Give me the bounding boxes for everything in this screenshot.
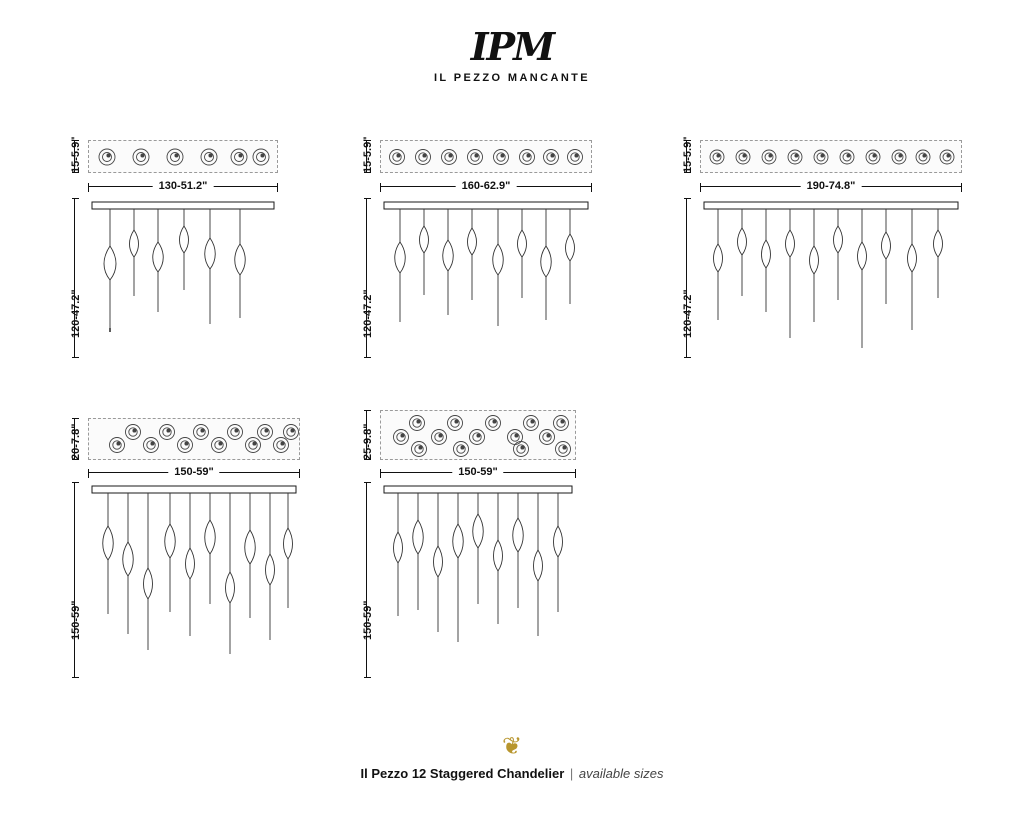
figure-2-depth-label: 15-5.9" — [362, 136, 374, 173]
product-title: Il Pezzo 12 Staggered Chandelier — [360, 766, 565, 781]
figure-3-elevation-view — [700, 200, 962, 365]
figure-1-depth-label: 15-5.9" — [70, 136, 82, 173]
chandelier-elevation-diagram — [700, 200, 962, 365]
figure-5-plan-view — [380, 410, 576, 460]
figure-3-width-dimension — [700, 178, 962, 194]
figure-5-elevation-view — [380, 484, 576, 684]
figure-3-width-label: 190-74.8" — [801, 178, 862, 194]
figure-3-height-label: 120-47.2" — [682, 289, 694, 338]
figure-4-depth-label: 20-7.8" — [70, 423, 82, 460]
figure-2-width-dimension — [380, 178, 592, 194]
figure-5-depth-label: 25-9.8" — [362, 423, 374, 460]
figure-1-plan-view — [88, 140, 278, 173]
figure-1-height-label: 120-47.2" — [70, 289, 82, 338]
chandelier-elevation-diagram — [380, 200, 592, 360]
figure-5-height-dimension-line — [366, 482, 367, 678]
chandelier-elevation-diagram — [88, 484, 300, 684]
figure-2-plan-view — [380, 140, 592, 173]
figure-3-plan-view — [700, 140, 962, 173]
brand-logo-mark: IPM — [470, 24, 554, 69]
figure-4-height-dimension-line — [74, 482, 75, 678]
flourish-ornament: ❦ — [501, 732, 523, 760]
brand-logo-text: IL PEZZO MANCANTE — [433, 72, 591, 84]
figure-5-width-label: 150-59" — [452, 464, 503, 480]
figure-2-width-label: 160-62.9" — [456, 178, 517, 194]
figure-3-depth-label: 15-5.9" — [682, 136, 694, 173]
caption-subtitle: available sizes — [578, 766, 664, 781]
figure-4-width-label: 150-59" — [168, 464, 219, 480]
plan-lights-diagram — [89, 419, 299, 459]
footer-caption — [0, 766, 1024, 781]
figure-2-height-label: 120-47.2" — [362, 289, 374, 338]
caption-separator: | — [569, 766, 574, 781]
plan-lights-diagram — [89, 141, 277, 172]
figure-4-height-label: 150-59" — [70, 600, 82, 640]
figure-2-elevation-view — [380, 200, 592, 360]
figure-1-width-dimension — [88, 178, 278, 194]
figure-1-width-label: 130-51.2" — [153, 178, 214, 194]
figure-4-elevation-view — [88, 484, 300, 684]
footer — [0, 732, 1024, 781]
plan-lights-diagram — [701, 141, 961, 172]
chandelier-elevation-diagram — [88, 200, 278, 360]
chandelier-elevation-diagram — [380, 484, 576, 684]
plan-lights-diagram — [381, 411, 575, 459]
plan-lights-diagram — [381, 141, 591, 172]
figure-4-plan-view — [88, 418, 300, 460]
figure-5-height-label: 150-59" — [362, 600, 374, 640]
figure-4-width-dimension — [88, 464, 300, 480]
figure-5-width-dimension — [380, 464, 576, 480]
figure-1-elevation-view — [88, 200, 278, 360]
